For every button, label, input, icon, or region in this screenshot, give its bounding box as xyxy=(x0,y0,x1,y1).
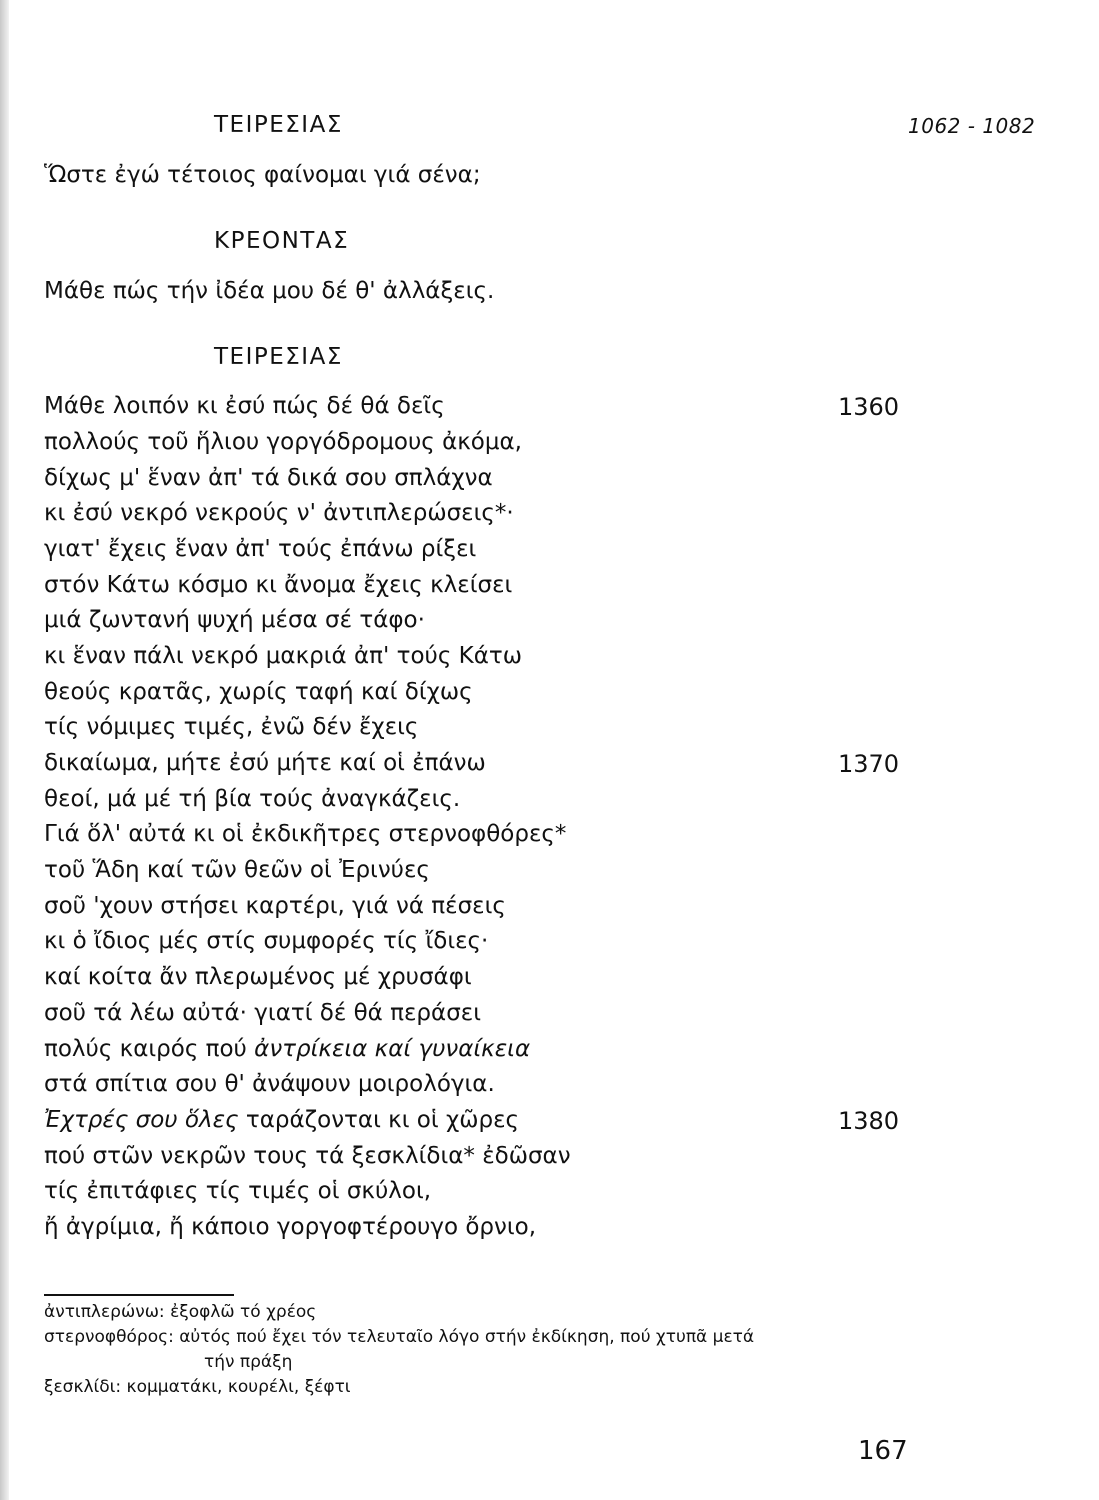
verse-line: καί κοίτα ἄν πλερωμένος μέ χρυσάφι xyxy=(44,964,472,990)
footnote: ἀντιπλερώνω: ἐξοφλῶ τό χρέος xyxy=(44,1302,317,1322)
verse-line: τίς νόμιμες τιμές, ἐνῶ δέν ἔχεις xyxy=(44,714,419,740)
verse-line: κι ἐσύ νεκρό νεκρούς ν' ἀντιπλερώσεις*· xyxy=(44,500,514,526)
verse-line: γιατ' ἔχεις ἕναν ἀπ' τούς ἐπάνω ρίξει xyxy=(44,536,477,562)
footnote: στερνοφθόρος: αὐτός πού ἔχει τόν τελευταῖο λόγο στήν ἐκδίκηση, πού χτυπᾶ μετά xyxy=(44,1327,755,1347)
verse-number: 1360 xyxy=(838,393,900,421)
verse-line: Μάθε λοιπόν κι ἐσύ πώς δέ θά δεῖς xyxy=(44,393,445,419)
speaker-teiresias: ΤΕΙΡΕΣΙΑΣ xyxy=(214,112,343,138)
footnote-continuation: τήν πράξη xyxy=(204,1352,293,1372)
verse-line: στόν Κάτω κόσμο κι ἄνομα ἔχεις κλείσει xyxy=(44,572,513,598)
verse-line: Μάθε πώς τήν ἰδέα μου δέ θ' ἀλλάξεις. xyxy=(44,278,495,304)
verse-line: δίχως μ' ἕναν ἀπ' τά δικά σου σπλάχνα xyxy=(44,465,493,491)
verse-line xyxy=(44,1036,530,1062)
verse-line: ἤ ἀγρίμια, ἤ κάποιο γοργοφτέρουγο ὄρνιο, xyxy=(44,1214,537,1240)
line-range-header: 1062 - 1082 xyxy=(908,114,1036,138)
verse-line: πολλούς τοῦ ἥλιου γοργόδρομους ἀκόμα, xyxy=(44,429,522,455)
speaker-kreontas: ΚΡΕΟΝΤΑΣ xyxy=(214,228,350,254)
page-number: 167 xyxy=(858,1436,908,1466)
verse-line: Γιά ὅλ' αὐτά κι οἱ ἐκδικῆτρες στερνοφθόρες* xyxy=(44,821,567,847)
verse-number: 1380 xyxy=(838,1107,900,1135)
footnote-divider xyxy=(44,1294,234,1296)
speaker-teiresias: ΤΕΙΡΕΣΙΑΣ xyxy=(214,344,343,370)
verse-line: δικαίωμα, μήτε ἐσύ μήτε καί οἱ ἐπάνω xyxy=(44,750,486,776)
verse-line: θεούς κρατᾶς, χωρίς ταφή καί δίχως xyxy=(44,679,473,705)
verse-line: κι ἕναν πάλι νεκρό μακριά ἀπ' τούς Κάτω xyxy=(44,643,523,669)
verse-text-italic: ἀντρίκεια καί γυναίκεια xyxy=(254,1036,531,1062)
verse-line: στά σπίτια σου θ' ἀνάψουν μοιρολόγια. xyxy=(44,1071,495,1097)
verse-line: τίς ἐπιτάφιες τίς τιμές οἱ σκύλοι, xyxy=(44,1178,432,1204)
verse-line: πού στῶν νεκρῶν τους τά ξεσκλίδια* ἐδῶσαν xyxy=(44,1143,571,1169)
verse-line: θεοί, μά μέ τή βία τούς ἀναγκάζεις. xyxy=(44,786,461,812)
verse-text-italic: Ἐχτρές σου ὅλες xyxy=(44,1107,239,1133)
verse-number: 1370 xyxy=(838,750,900,778)
verse-line xyxy=(44,1107,519,1133)
verse-text: ταράζονται κι οἱ χῶρες xyxy=(238,1107,520,1133)
footnote: ξεσκλίδι: κομματάκι, κουρέλι, ξέφτι xyxy=(44,1377,351,1397)
page-edge-shadow xyxy=(0,0,9,1500)
verse-line: σοῦ τά λέω αὐτά· γιατί δέ θά περάσει xyxy=(44,1000,481,1026)
verse-line: κι ὁ ἴδιος μές στίς συμφορές τίς ἴδιες· xyxy=(44,928,489,954)
verse-line: σοῦ 'χουν στήσει καρτέρι, γιά νά πέσεις xyxy=(44,893,506,919)
verse-text: πολύς καιρός πού xyxy=(44,1036,255,1062)
verse-line: μιά ζωντανή ψυχή μέσα σέ τάφο· xyxy=(44,607,425,633)
verse-line: τοῦ Ἅδη καί τῶν θεῶν οἱ Ἐρινύες xyxy=(44,857,430,883)
verse-line: Ὥστε ἐγώ τέτοιος φαίνομαι γιά σένα; xyxy=(44,162,481,188)
